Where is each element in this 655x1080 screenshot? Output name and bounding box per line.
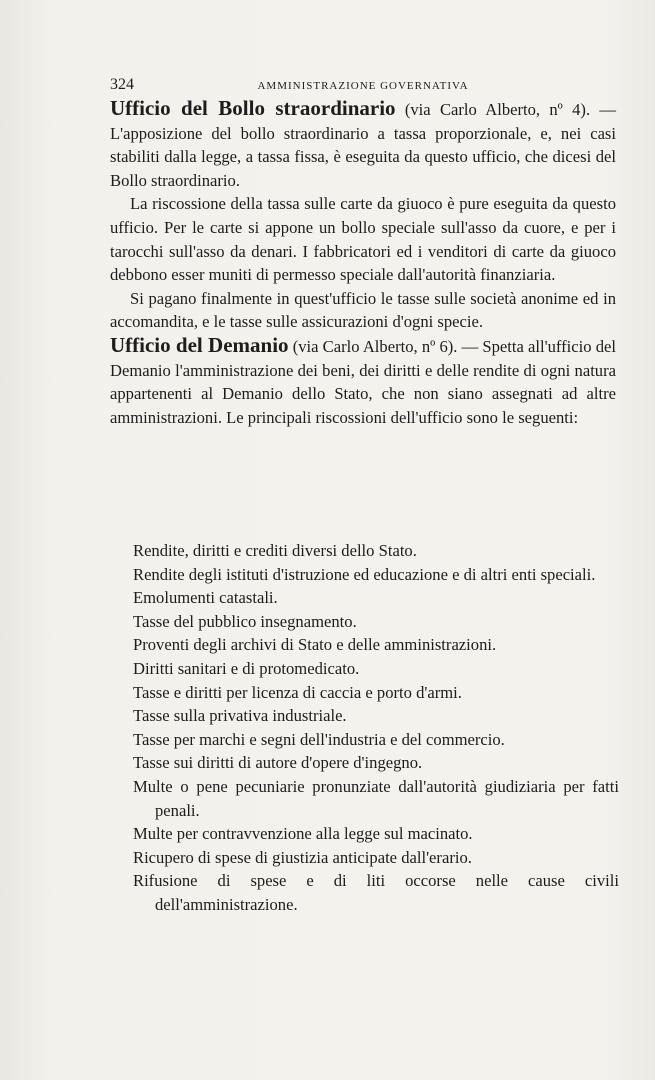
list-item: Ricupero di spese di giustizia anticipate dall'erario. (133, 847, 472, 867)
section-demanio-intro-text: (via Carlo Alberto, nº 6). — Spetta all'ufficio del Demanio l'amministrazione dei beni, dei diritti e delle rendite di ogni natura appartenenti al Demanio dello Stato, che non siano assegnati ad altre amministrazioni. Le principali riscossioni dell'ufficio sono le seguenti: (110, 336, 616, 427)
list-item: Rifusione di spese e di liti occorse nelle cause civili dell'amministrazione. (133, 871, 619, 914)
list-item: Rendite, diritti e crediti diversi dello Stato. (133, 541, 417, 560)
paragraph-societa: Si pagano finalmente in quest'ufficio le tasse sulle società anonime ed in accomandita, e le tasse sulle assicurazioni d'ogni specie. (110, 288, 616, 332)
running-title: AMMINISTRAZIONE GOVERNATIVA (257, 80, 469, 92)
list-item: Tasse sulla privativa industriale. (133, 706, 347, 726)
body-text (110, 97, 616, 429)
list-item: Tasse e diritti per licenza di caccia e porto d'armi. (133, 682, 462, 702)
paragraph-carte-da-giuoco: La riscossione della tassa sulle carte da giuoco è pure eseguita da questo ufficio. Per le carte si appone un bollo speciale sull'asso da cuore, e per i tarocchi sull'asso da denari. I fabbricatori ed i venditori di carte da giuoco debbono esser muniti di permesso speciale dall'autorità finanziaria. (110, 194, 616, 285)
section-heading-demanio: Ufficio del Demanio (110, 332, 289, 357)
list-item: Tasse del pubblico insegnamento. (133, 611, 357, 631)
list-item: Diritti sanitari e di protomedicato. (133, 658, 360, 678)
list-item: Multe o pene pecuniarie pronunziate dall'autorità giudiziaria per fatti penali. (133, 776, 619, 820)
list-item: Rendite degli istituti d'istruzione ed educazione e di altri enti speciali. (133, 564, 596, 584)
section-heading-bollo: Ufficio del Bollo straordinario (110, 96, 396, 120)
list-item: Emolumenti catastali. (133, 588, 278, 608)
list-item: Multe per contravvenzione alla legge sul macinato. (133, 824, 473, 844)
revenue-list (133, 539, 619, 917)
page-number: 324 (110, 76, 134, 93)
list-item: Tasse per marchi e segni dell'industria e del commercio. (133, 729, 505, 749)
list-item: Tasse sui diritti di autore d'opere d'ingegno. (133, 753, 423, 773)
section-bollo-intro-text: (via Carlo Alberto, nº 4). — L'apposizione del bollo straordinario a tassa proporzionale, e, nei casi stabiliti dalla legge, a tassa fissa, è eseguita da questo ufficio, che dicesi del Bollo straordinario. (110, 100, 616, 190)
section-bollo-intro (110, 97, 616, 192)
list-item: Proventi degli archivi di Stato e delle amministrazioni. (133, 635, 497, 655)
running-head (110, 76, 616, 94)
section-demanio-intro (110, 334, 616, 429)
